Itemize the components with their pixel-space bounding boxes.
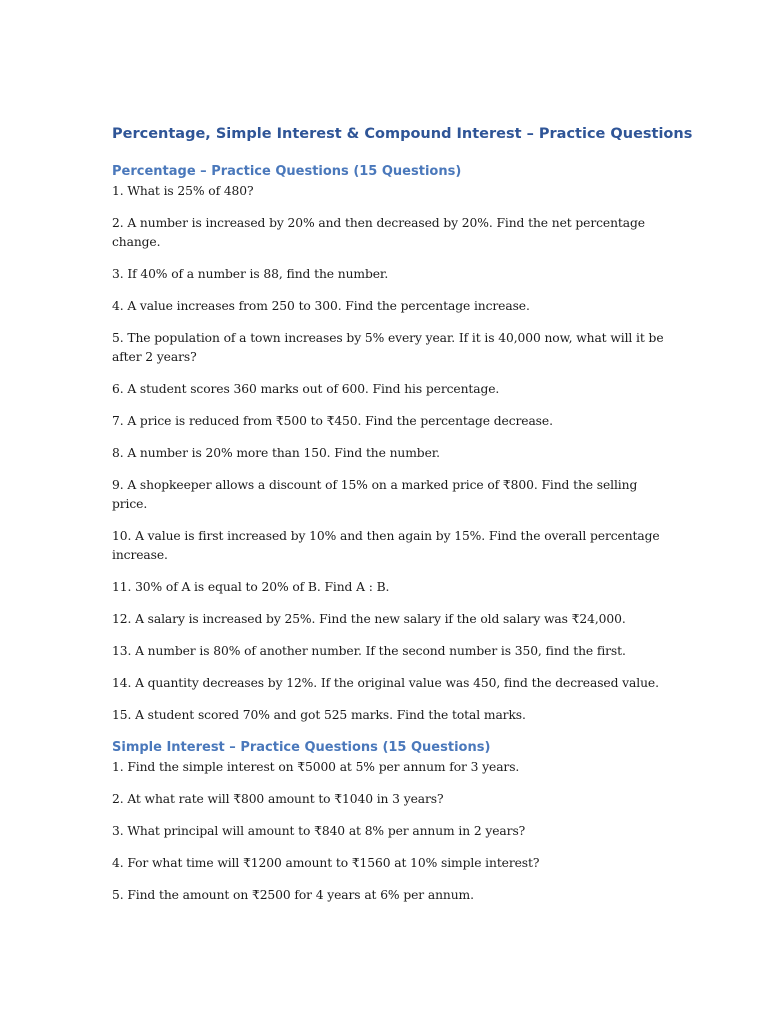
section-heading-simple-interest: Simple Interest – Practice Questions (15 Questions) bbox=[112, 740, 491, 755]
document-page bbox=[112, 123, 693, 918]
question-item: 9. A shopkeeper allows a discount of 15% on a marked price of ₹800. Find the selling price. bbox=[112, 478, 638, 511]
question-item: 5. The population of a town increases by 5% every year. If it is 40,000 now, what will it be after 2 years? bbox=[112, 331, 664, 364]
question-item: 3. If 40% of a number is 88, find the number. bbox=[112, 267, 389, 281]
question-list-percentage bbox=[112, 182, 672, 725]
question-item: 4. For what time will ₹1200 amount to ₹1560 at 10% simple interest? bbox=[112, 856, 540, 870]
document-title: Percentage, Simple Interest & Compound Interest – Practice Questions bbox=[112, 126, 693, 142]
question-item: 3. What principal will amount to ₹840 at 8% per annum in 2 years? bbox=[112, 824, 526, 838]
question-list-simple-interest bbox=[112, 758, 672, 905]
question-item: 14. A quantity decreases by 12%. If the original value was 450, find the decreased value. bbox=[112, 676, 659, 690]
question-item: 15. A student scored 70% and got 525 marks. Find the total marks. bbox=[112, 708, 526, 722]
question-item: 4. A value increases from 250 to 300. Find the percentage increase. bbox=[112, 299, 530, 313]
question-item: 1. Find the simple interest on ₹5000 at 5% per annum for 3 years. bbox=[112, 760, 520, 774]
question-item: 2. At what rate will ₹800 amount to ₹1040 in 3 years? bbox=[112, 792, 444, 806]
question-item: 13. A number is 80% of another number. If the second number is 350, find the first. bbox=[112, 644, 626, 658]
section-percentage bbox=[112, 162, 672, 725]
question-item: 1. What is 25% of 480? bbox=[112, 184, 254, 198]
question-item: 10. A value is first increased by 10% and then again by 15%. Find the overall percentage increase. bbox=[112, 529, 660, 562]
question-item: 12. A salary is increased by 25%. Find the new salary if the old salary was ₹24,000. bbox=[112, 612, 626, 626]
section-simple-interest bbox=[112, 738, 672, 905]
question-item: 8. A number is 20% more than 150. Find the number. bbox=[112, 446, 440, 460]
question-item: 2. A number is increased by 20% and then decreased by 20%. Find the net percentage change. bbox=[112, 216, 645, 249]
question-item: 6. A student scores 360 marks out of 600. Find his percentage. bbox=[112, 382, 500, 396]
question-item: 7. A price is reduced from ₹500 to ₹450. Find the percentage decrease. bbox=[112, 414, 553, 428]
question-item: 11. 30% of A is equal to 20% of B. Find A : B. bbox=[112, 580, 390, 594]
question-item: 5. Find the amount on ₹2500 for 4 years at 6% per annum. bbox=[112, 888, 474, 902]
section-heading-percentage: Percentage – Practice Questions (15 Questions) bbox=[112, 164, 462, 179]
